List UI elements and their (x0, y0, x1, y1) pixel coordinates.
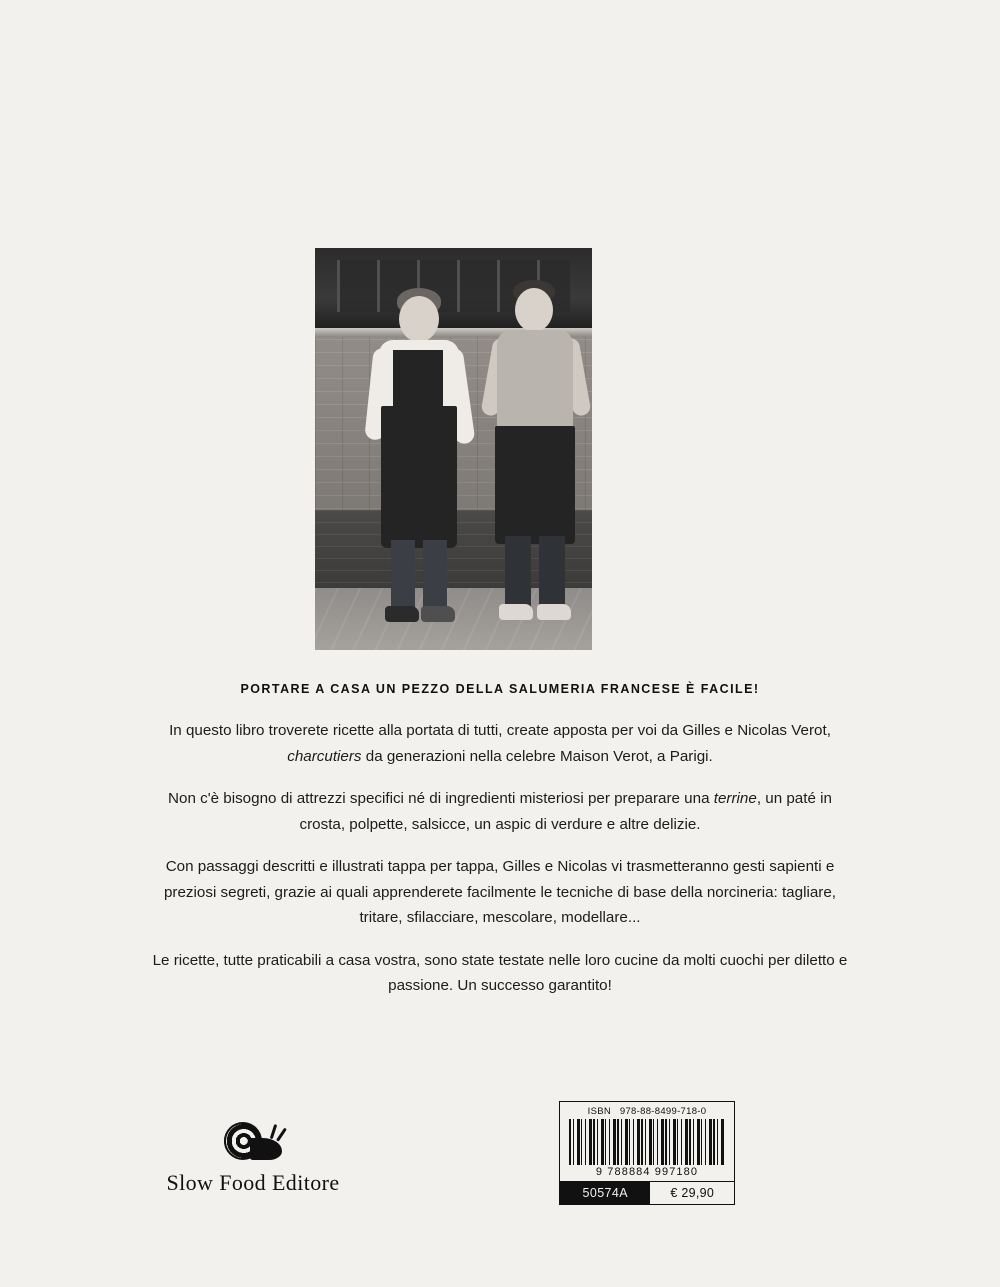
tshirt (497, 330, 573, 434)
barcode-digits: 9 788884 997180 (595, 1166, 699, 1178)
paragraph-4: Le ricette, tutte praticabili a casa vostra, sono state testate nelle loro cucine da molti cuochi per diletto e passione. Un successo garantito! (152, 951, 848, 994)
publisher-name: Slow Food Editore (166, 1170, 340, 1195)
head (399, 296, 439, 342)
leg-right (423, 540, 447, 612)
paragraph-2-a: Non c'è bisogno di attrezzi specifici né di ingredienti misteriosi per preparare una (168, 790, 714, 807)
shoe-right (421, 606, 455, 622)
publisher-logo-block (163, 1118, 343, 1196)
blurb-text (150, 718, 850, 999)
isbn-label: ISBN (587, 1106, 612, 1117)
paragraph-2-b: , un paté in crosta, polpette, salsicce, un aspic di verdure e altre delizie. (299, 790, 832, 833)
paragraph-1-b: da generazioni nella celebre Maison Verot, a Parigi. (361, 747, 713, 765)
person-right (483, 280, 587, 650)
paragraph-1-a: In questo libro troverete ricette alla portata di tutti, create apposta per voi da Gilles e Nicolas Verot, (169, 722, 831, 739)
headline: PORTARE A CASA UN PEZZO DELLA SALUMERIA FRANCESE È FACILE! (240, 682, 760, 696)
photo-scene (315, 248, 592, 650)
person-left (367, 288, 471, 650)
snail-antenna-2 (276, 1128, 286, 1142)
leg-left (391, 540, 415, 612)
paragraph-2-emphasis: terrine (713, 790, 757, 807)
leg-right (539, 536, 565, 610)
head (515, 288, 553, 332)
apron-bib (393, 350, 443, 410)
leg-left (505, 536, 531, 610)
isbn-number: 978-88-8499-718-0 (619, 1106, 707, 1117)
shoe-left (499, 604, 533, 620)
apron-skirt (495, 426, 575, 544)
product-code: 50574A (560, 1182, 650, 1204)
price: € 29,90 (670, 1186, 715, 1200)
shoe-right (537, 604, 571, 620)
paragraph-3: Con passaggi descritti e illustrati tappa per tappa, Gilles e Nicolas vi trasmetteranno gesti sapienti e preziosi segreti, grazie ai quali apprenderete facilmente le tecniche di base della norcineria: tagliare, tritare, sfilacciare, mescolare, modellare... (163, 858, 836, 926)
apron-skirt (381, 406, 457, 548)
snail-antenna-1 (270, 1124, 277, 1139)
shoe-left (385, 606, 419, 622)
isbn-barcode-block (559, 1101, 735, 1205)
barcode-stripes (569, 1119, 725, 1165)
isbn-footer (560, 1181, 734, 1204)
paragraph-1 (150, 718, 850, 769)
cover-photo (315, 248, 592, 650)
paragraph-1-emphasis: charcutiers (287, 747, 362, 765)
isbn-label-and-number (560, 1102, 734, 1119)
snail-icon (220, 1118, 286, 1164)
paragraph-2 (150, 786, 850, 837)
